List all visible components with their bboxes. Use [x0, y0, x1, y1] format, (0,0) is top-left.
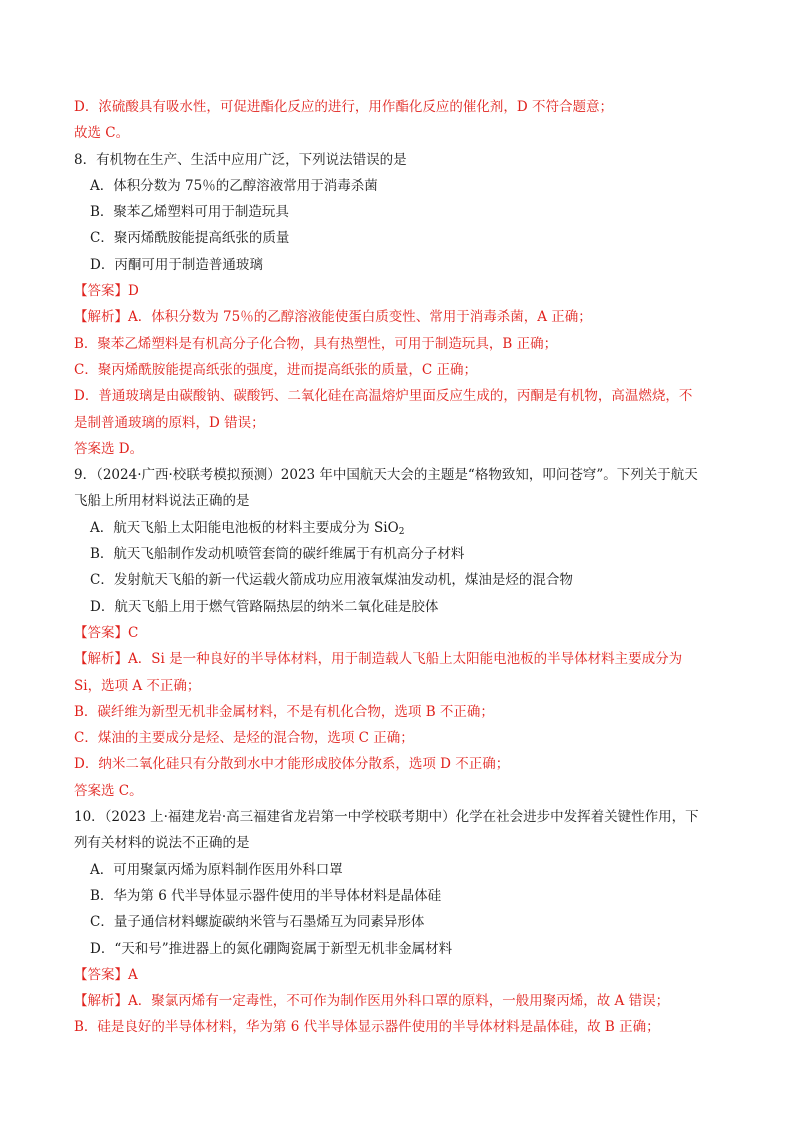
text-line — [74, 909, 724, 935]
text-line-content: D．普通玻璃是由碳酸钠、碳酸钙、二氧化硅在高温熔炉里面反应生成的，丙酮是有机物，高温燃烧，不 — [74, 388, 693, 405]
text-line — [74, 147, 724, 173]
text-line-content: B．硅是良好的半导体材料，华为第 6 代半导体显示器件使用的半导体材料是晶体硅，故 B 正确； — [74, 1019, 660, 1036]
text-line-content: D．“天和号”推进器上的氮化硼陶瓷属于新型无机非金属材料 — [90, 940, 453, 957]
text-line — [74, 673, 724, 699]
text-line — [74, 962, 724, 988]
text-line-content: 答案选 D。 — [74, 440, 144, 457]
text-line — [74, 383, 724, 409]
text-line — [74, 699, 724, 725]
text-line-content: B．碳纤维为新型无机非金属材料，不是有机化合物，选项 B 不正确； — [74, 703, 494, 720]
text-line-content: 【解析】A．Si 是一种良好的半导体材料，用于制造载人飞船上太阳能电池板的半导体材料主要成分为 — [74, 651, 683, 668]
text-line — [74, 515, 724, 541]
text-line-content: C．量子通信材料螺旋碳纳米管与石墨烯互为同素异形体 — [90, 914, 425, 931]
text-line — [74, 225, 724, 251]
text-line — [74, 331, 724, 357]
text-line — [74, 278, 724, 304]
text-line — [74, 357, 724, 383]
text-line-content: D．航天飞船上用于燃气管路隔热层的纳米二氧化硅是胶体 — [90, 598, 439, 615]
text-line-content: 【解析】A．体积分数为 75％的乙醇溶液能使蛋白质变性、常用于消毒杀菌，A 正确； — [74, 309, 592, 326]
text-line — [74, 778, 724, 804]
text-line — [74, 857, 724, 883]
text-line-content: C．聚丙烯酰胺能提高纸张的质量 — [90, 230, 290, 247]
text-line-content: A．可用聚氯丙烯为原料制作医用外科口罩 — [90, 861, 343, 878]
text-line-content: C．聚丙烯酰胺能提高纸张的强度，进而提高纸张的质量，C 正确； — [74, 361, 477, 378]
text-line — [74, 830, 724, 856]
text-line-content: Si，选项 A 不正确； — [74, 677, 201, 694]
text-line — [74, 567, 724, 593]
text-line-content: B．航天飞船制作发动机喷管套筒的碳纤维属于有机高分子材料 — [90, 546, 465, 563]
text-line — [74, 120, 724, 146]
text-line-content: 列有关材料的说法不正确的是 — [74, 835, 250, 852]
text-line-content: 飞船上所用材料说法正确的是 — [74, 493, 250, 510]
text-line — [74, 488, 724, 514]
text-line — [74, 1014, 724, 1040]
text-line-content: A．航天飞船上太阳能电池板的材料主要成分为 SiO — [90, 519, 399, 536]
text-line-content: 答案选 C。 — [74, 782, 143, 799]
text-line-content: D．丙酮可用于制造普通玻璃 — [90, 256, 263, 273]
text-line-content: 9．（2024·广西·校联考模拟预测）2023 年中国航天大会的主题是“格物致知，叩问苍穹”。下列关于航天 — [74, 467, 698, 484]
text-line-content: A．体积分数为 75％的乙醇溶液常用于消毒杀菌 — [90, 177, 378, 194]
text-line-content: 是制普通玻璃的原料，D 错误； — [74, 414, 265, 431]
text-line — [74, 173, 724, 199]
text-line — [74, 410, 724, 436]
subscript: 2 — [398, 526, 405, 537]
text-line — [74, 988, 724, 1014]
text-line — [74, 751, 724, 777]
text-line — [74, 304, 724, 330]
text-line-content: 【答案】A — [74, 966, 138, 983]
text-line — [74, 646, 724, 672]
text-line — [74, 936, 724, 962]
text-line — [74, 620, 724, 646]
text-line — [74, 804, 724, 830]
text-line — [74, 462, 724, 488]
text-line — [74, 252, 724, 278]
text-line-content: 【答案】C — [74, 624, 139, 641]
text-line-content: 8．有机物在生产、生活中应用广泛，下列说法错误的是 — [74, 151, 407, 168]
text-line-content: B．华为第 6 代半导体显示器件使用的半导体材料是晶体硅 — [90, 887, 442, 904]
text-line — [74, 199, 724, 225]
text-line — [74, 94, 724, 120]
text-line-content: B．聚苯乙烯塑料是有机高分子化合物，具有热塑性，可用于制造玩具，B 正确； — [74, 335, 558, 352]
text-line — [74, 725, 724, 751]
text-line-content: B．聚苯乙烯塑料可用于制造玩具 — [90, 204, 289, 221]
text-line-content: 故选 C。 — [74, 125, 130, 142]
text-line-content: 【解析】A．聚氯丙烯有一定毒性，不可作为制作医用外科口罩的原料，一般用聚丙烯，故 A 错误； — [74, 993, 670, 1010]
text-line-content: C．发射航天飞船的新一代运载火箭成功应用液氧煤油发动机，煤油是烃的混合物 — [90, 572, 573, 589]
text-line — [74, 594, 724, 620]
text-line-content: D．纳米二氧化硅只有分散到水中才能形成胶体分散系，选项 D 不正确； — [74, 756, 510, 773]
text-line-content: C．煤油的主要成分是烃、是烃的混合物，选项 C 正确； — [74, 730, 414, 747]
text-line-content: 【答案】D — [74, 283, 139, 300]
text-line-content: D．浓硫酸具有吸水性，可促进酯化反应的进行，用作酯化反应的催化剂，D 不符合题意； — [74, 99, 613, 115]
text-line-content: 10．（2023 上·福建龙岩·高三福建省龙岩第一中学校联考期中）化学在社会进步中发挥着关键性作用，下 — [74, 809, 699, 826]
text-line — [74, 541, 724, 567]
document-body — [74, 94, 724, 1041]
text-line — [74, 436, 724, 462]
text-line — [74, 883, 724, 909]
